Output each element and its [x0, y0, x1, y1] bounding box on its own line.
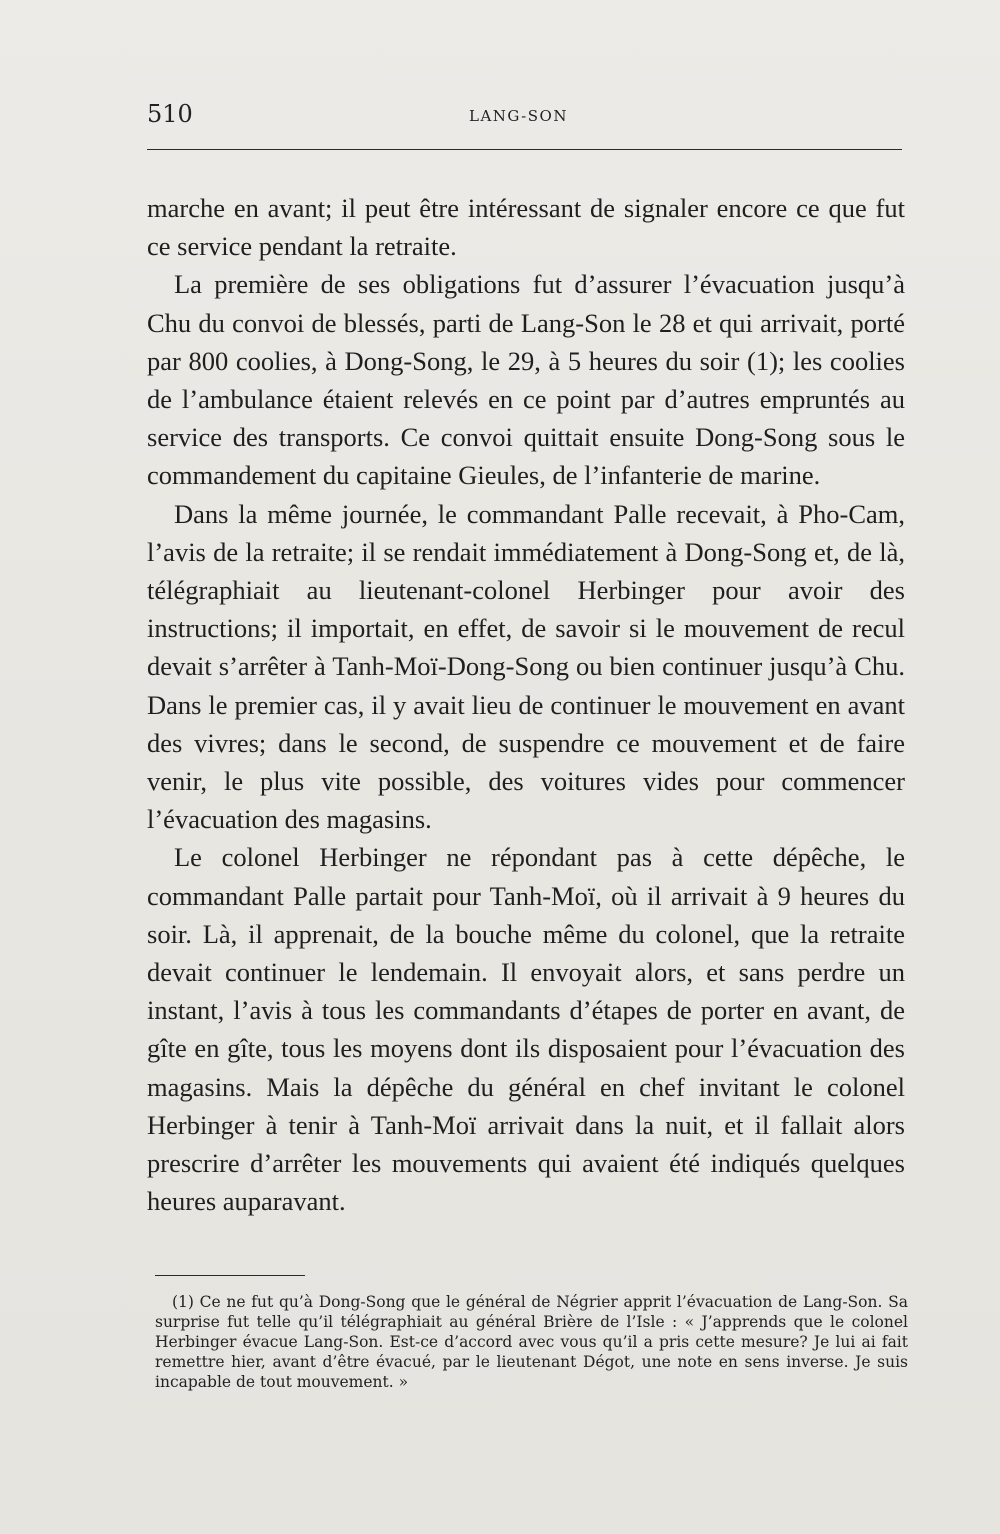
- footnote: (1) Ce ne fut qu’à Dong-Song que le général de Négrier apprit l’évacuation de Lang-Son. Sa surprise fut telle qu’il télégraphiait au général Brière de l’Isle : « J’apprends que le colonel Herbinger évacue Lang-Son. Est-ce d’accord avec vous qu’il a pris cette mesure? Je lui ai fait remettre hier, avant d’être évacué, par le lieutenant Dégot, une note en sens inverse. Je suis incapable de tout mouvement. »: [155, 1293, 908, 1391]
- header-rule: [147, 149, 902, 150]
- paragraph: Dans la même journée, le commandant Palle recevait, à Pho-Cam, l’avis de la retraite; il se rendait immédiatement à Dong-Song et, de là, télégraphiait au lieutenant-colonel Herbinger pour avoir des instructions; il importait, en effet, de savoir si le mouvement de recul devait s’arrêter à Tanh-Moï-Dong-Song ou bien continuer jusqu’à Chu. Dans le premier cas, il y avait lieu de continuer le mouvement en avant des vivres; dans le second, de suspendre ce mouvement et de faire venir, le plus vite possible, des voitures vides pour commencer l’évacuation des magasins.: [147, 498, 905, 835]
- body-text: [147, 189, 905, 1220]
- paragraph: La première de ses obligations fut d’assurer l’évacuation jusqu’à Chu du convoi de blessés, parti de Lang-Son le 28 et qui arrivait, porté par 800 coolies, à Dong-Song, le 29, à 5 heures du soir (1); les coolies de l’ambulance étaient relevés en ce point par d’autres empruntés au service des transports. Ce convoi quittait ensuite Dong-Song sous le commandement du capitaine Gieules, de l’infanterie de marine.: [147, 269, 905, 491]
- paragraph: Le colonel Herbinger ne répondant pas à cette dépêche, le commandant Palle partait pour Tanh-Moï, où il arrivait à 9 heures du soir. Là, il apprenait, de la bouche même du colonel, que la retraite devait continuer le lendemain. Il envoyait alors, et sans perdre un instant, l’avis à tous les commandants d’étapes de porter en avant, de gîte en gîte, tous les moyens dont ils disposaient pour l’évacuation des magasins. Mais la dépêche du général en chef invitant le colonel Herbinger à tenir à Tanh-Moï arrivait dans la nuit, et il fallait alors prescrire d’arrêter les mouvements qui avaient été indiqués quelques heures auparavant.: [147, 842, 905, 1217]
- footnote-rule: [155, 1275, 305, 1276]
- page-number: 510: [147, 100, 193, 128]
- running-head: LANG-SON: [469, 107, 568, 125]
- page-header: [147, 100, 902, 134]
- paragraph-continuation: marche en avant; il peut être intéressant de signaler encore ce que fut ce service pendant la retraite.: [147, 193, 905, 262]
